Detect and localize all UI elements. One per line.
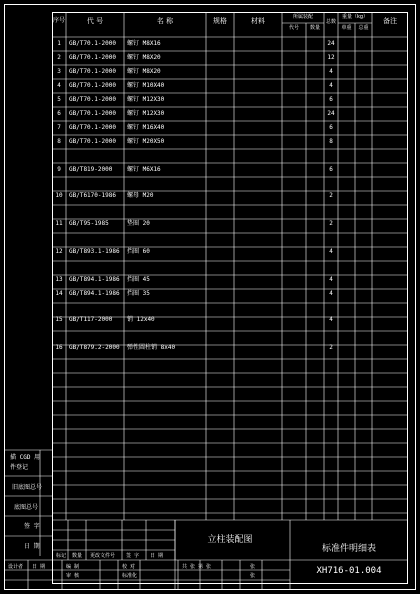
row-code: GB/T70.1-2000 [69,82,116,89]
row-code: GB/T70.1-2000 [69,138,116,145]
row-code: GB/T894.1-1986 [69,290,120,297]
row-code: GB/T95-1985 [69,220,109,227]
left-label-old-base: 旧底图总号 [12,484,43,491]
row-seq: 12 [55,248,63,255]
left-label-base: 底图总号 [14,504,39,511]
header-material: 材料 [251,17,265,25]
row-name: 螺钉 M12X30 [127,96,165,103]
row-name: 螺母 M20 [127,192,154,199]
tb-approver: 标准化 [122,573,138,579]
row-name: 螺钉 M8X20 [127,54,161,61]
row-code: GB/T6170-1986 [69,192,116,199]
row-total: 8 [329,138,333,145]
row-seq: 5 [57,96,61,103]
left-label-sign: 签 字 [24,523,40,530]
left-label-register-b: 件登记 [10,464,29,471]
row-name: 螺钉 M10X40 [127,82,165,89]
row-name: 螺钉 M8X16 [127,40,161,47]
drawing-number: XH716-01.004 [316,566,382,576]
assembly-title: 立柱装配图 [207,535,253,545]
header-spec: 规格 [213,17,227,25]
header-unit-weight: 单重 [341,25,352,31]
tb-change-doc: 更改文件号 [90,553,116,559]
row-seq: 7 [57,124,61,131]
tb-designer: 设计者 [8,564,24,570]
row-seq: 9 [57,166,61,173]
row-name: 螺钉 M20X50 [127,138,165,145]
tb-sign: 签 字 [126,553,140,559]
row-code: GB/T70.1-2000 [69,110,116,117]
header-total-weight: 总重 [358,25,369,31]
tb-date2: 日 期 [32,564,46,570]
row-seq: 1 [57,40,61,47]
row-total: 4 [329,276,333,283]
tb-page: 共 张 第 张 [182,564,212,570]
row-code: GB/T893.1-1986 [69,248,120,255]
row-code: GB/T117-2000 [69,316,113,323]
row-code: GB/T70.1-2000 [69,96,116,103]
row-seq: 4 [57,82,61,89]
row-code: GB/T819-2000 [69,166,113,173]
row-total: 24 [327,110,335,117]
row-seq: 8 [57,138,61,145]
tb-checker: 校 对 [122,564,136,570]
row-code: GB/T70.1-2000 [69,54,116,61]
row-seq: 16 [55,344,63,351]
row-total: 24 [327,40,335,47]
row-name: 销 12x40 [127,316,155,323]
left-label-date: 日 期 [24,543,40,550]
row-code: GB/T70.1-2000 [69,124,116,131]
header-belong-code: 代号 [288,25,299,31]
left-label-register-a: 描 CGD 用 [10,454,41,461]
tb-sheet2: 张 [250,573,256,579]
row-total: 4 [329,316,333,323]
row-total: 4 [329,68,333,75]
tb-count: 数量 [72,553,83,559]
row-code: GB/T879.2-2000 [69,344,120,351]
row-code: GB/T70.1-2000 [69,40,116,47]
row-total: 4 [329,290,333,297]
row-name: 螺钉 M6X16 [127,166,161,173]
header-belong: 所属装配 [292,14,313,20]
tb-reviewer: 审 核 [66,573,80,579]
row-name: 挡圈 60 [127,248,150,255]
tb-drafter: 编 制 [66,564,80,570]
tb-mark: 标记 [56,553,67,559]
row-name: 垫圈 20 [127,220,150,227]
row-seq: 15 [55,316,63,323]
row-name: 弹性圆柱销 8x40 [127,344,176,351]
tb-sheet: 张 [250,564,256,570]
row-name: 螺钉 M12X30 [127,110,165,117]
row-code: GB/T894.1-1986 [69,276,120,283]
header-code: 代 号 [86,17,104,25]
row-seq: 13 [55,276,63,283]
row-seq: 2 [57,54,61,61]
header-belong-qty: 数量 [309,25,320,31]
row-seq: 11 [55,220,63,227]
row-total: 4 [329,82,333,89]
row-total: 2 [329,192,333,199]
row-seq: 10 [55,192,63,199]
row-seq: 3 [57,68,61,75]
row-name: 挡圈 45 [127,276,150,283]
row-total: 4 [329,248,333,255]
header-weight: 重量（kg） [341,14,369,20]
row-seq: 6 [57,110,61,117]
row-total: 2 [329,220,333,227]
header-name: 名 称 [156,17,174,25]
row-name: 螺钉 M8X20 [127,68,161,75]
header-total: 总数 [325,19,336,25]
header-seq: 序号 [52,17,65,24]
row-name: 挡圈 35 [127,290,150,297]
row-name: 螺钉 M16X40 [127,124,165,131]
header-remark: 备注 [383,17,397,25]
row-total: 2 [329,344,333,351]
tb-date: 日 期 [150,553,164,559]
row-total: 6 [329,166,333,173]
table-title: 标准件明细表 [321,544,376,554]
row-total: 6 [329,124,333,131]
row-seq: 14 [55,290,63,297]
row-total: 12 [327,54,335,61]
row-code: GB/T70.1-2000 [69,68,116,75]
row-total: 6 [329,96,333,103]
